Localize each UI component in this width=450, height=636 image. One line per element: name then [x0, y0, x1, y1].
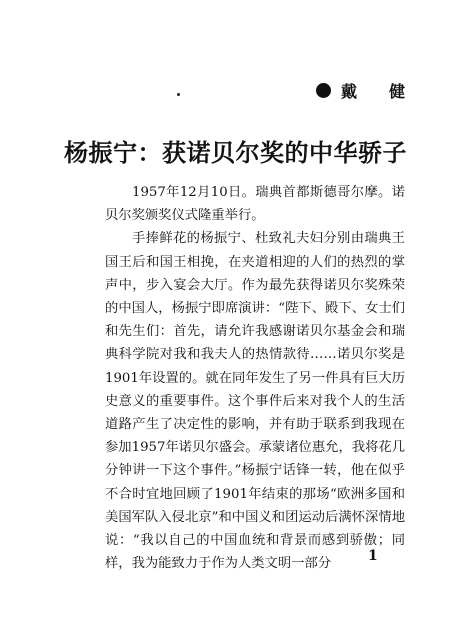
paragraph-1: 1957年12月10日。瑞典首都斯德哥尔摩。诺贝尔奖颁奖仪式隆重举行。	[105, 185, 405, 224]
page-number: 1	[368, 548, 378, 564]
paragraph-2: 手捧鲜花的杨振宁、杜致礼夫妇分别由瑞典王国王后和国王相挽，在夹道相迎的人们的热烈的掌声中，步入宴会大厅。作为最先获得诺贝尔奖殊荣的中国人，杨振宁即席演讲：“陛下、殿下、女士们和先生们：首先，请允许我感谢诺贝尔基金会和瑞典科学院对我和我夫人的热情款待……诺贝尔奖是1901年设置的。就在同年发生了另一件具有巨大历史意义的重要事件。这个事件后来对我个人的生活道路产生了决定性的影响，并有助于联系到我现在参加1957年诺贝尔盛会。承蒙诸位惠允，我将花几分钟讲一下这个事件。”杨振宁话锋一转，他在似乎不合时宜地回顾了1901年结束的那场“欧洲多国和美国军队入侵北京”和中国义和团运动后满怀深情地说：“我以自己的中国血统和背景而感到骄傲；同样，我为能致力于作为人类文明一部分	[105, 231, 405, 572]
bullet-icon	[316, 83, 331, 98]
article-title: 杨振宁：获诺贝尔奖的中华骄子	[64, 139, 407, 167]
stray-dot-mark	[177, 93, 180, 96]
article-body	[105, 181, 405, 575]
author-byline	[316, 79, 413, 101]
author-name: 戴 健	[341, 81, 414, 101]
